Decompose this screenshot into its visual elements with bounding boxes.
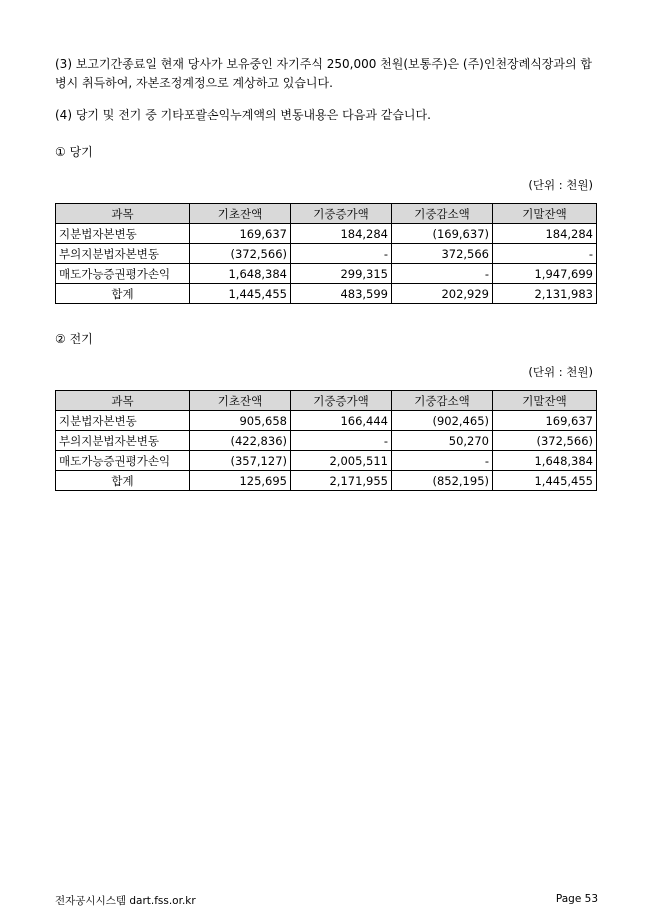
section-title-current: ① 당기 bbox=[55, 145, 93, 159]
cell-increase: 2,171,955 bbox=[291, 471, 392, 491]
cell-increase: 483,599 bbox=[291, 284, 392, 304]
section-title-prior: ② 전기 bbox=[55, 332, 93, 346]
table-row bbox=[56, 431, 597, 451]
cell-increase: 299,315 bbox=[291, 264, 392, 284]
cell-decrease: 50,270 bbox=[392, 431, 493, 451]
cell-closing: 1,648,384 bbox=[493, 451, 597, 471]
cell-decrease: - bbox=[392, 264, 493, 284]
header-closing: 기말잔액 bbox=[493, 391, 597, 411]
footer-page-number: Page 53 bbox=[555, 893, 598, 905]
header-opening: 기초잔액 bbox=[190, 204, 291, 224]
cell-decrease: 202,929 bbox=[392, 284, 493, 304]
cell-closing: 169,637 bbox=[493, 411, 597, 431]
row-label-total: 합계 bbox=[56, 284, 190, 304]
header-increase: 기중증가액 bbox=[291, 391, 392, 411]
cell-increase: 166,444 bbox=[291, 411, 392, 431]
footer-site: 전자공시시스템 dart.fss.or.kr bbox=[55, 895, 196, 907]
cell-opening: 905,658 bbox=[190, 411, 291, 431]
unit-label-current: (단위 : 천원) bbox=[528, 178, 593, 192]
table-row bbox=[56, 244, 597, 264]
header-opening: 기초잔액 bbox=[190, 391, 291, 411]
row-label: 부의지분법자본변동 bbox=[56, 431, 190, 451]
cell-opening: 125,695 bbox=[190, 471, 291, 491]
row-label-total: 합계 bbox=[56, 471, 190, 491]
row-label: 부의지분법자본변동 bbox=[56, 244, 190, 264]
cell-closing: (372,566) bbox=[493, 431, 597, 451]
cell-increase: 2,005,511 bbox=[291, 451, 392, 471]
table-row bbox=[56, 411, 597, 431]
header-account: 과목 bbox=[56, 204, 190, 224]
header-closing: 기말잔액 bbox=[493, 204, 597, 224]
cell-decrease: - bbox=[392, 451, 493, 471]
cell-closing: 1,947,699 bbox=[493, 264, 597, 284]
cell-opening: (422,836) bbox=[190, 431, 291, 451]
paragraph-treasury-stock: (3) 보고기간종료일 현재 당사가 보유중인 자기주식 250,000 천원(보통주)은 (주)인천장례식장과의 합병시 취득하여, 자본조정계정으로 계상하고 있습니다. bbox=[55, 57, 592, 90]
table-current-period bbox=[55, 203, 597, 304]
cell-opening: (357,127) bbox=[190, 451, 291, 471]
table-row bbox=[56, 264, 597, 284]
table-row bbox=[56, 451, 597, 471]
header-decrease: 기중감소액 bbox=[392, 391, 493, 411]
row-label: 매도가능증권평가손익 bbox=[56, 264, 190, 284]
header-account: 과목 bbox=[56, 391, 190, 411]
table-header-row bbox=[56, 391, 597, 411]
paragraph-oci-intro: (4) 당기 및 전기 중 기타포괄손익누계액의 변동내용은 다음과 같습니다. bbox=[55, 108, 431, 122]
cell-opening: 1,445,455 bbox=[190, 284, 291, 304]
cell-opening: (372,566) bbox=[190, 244, 291, 264]
table-total-row bbox=[56, 471, 597, 491]
row-label: 지분법자본변동 bbox=[56, 224, 190, 244]
cell-opening: 169,637 bbox=[190, 224, 291, 244]
cell-closing: 184,284 bbox=[493, 224, 597, 244]
row-label: 지분법자본변동 bbox=[56, 411, 190, 431]
row-label: 매도가능증권평가손익 bbox=[56, 451, 190, 471]
cell-closing: 2,131,983 bbox=[493, 284, 597, 304]
header-decrease: 기중감소액 bbox=[392, 204, 493, 224]
table-total-row bbox=[56, 284, 597, 304]
table-prior-period bbox=[55, 390, 597, 491]
cell-closing: 1,445,455 bbox=[493, 471, 597, 491]
cell-increase: - bbox=[291, 431, 392, 451]
table-header-row bbox=[56, 204, 597, 224]
cell-decrease: (902,465) bbox=[392, 411, 493, 431]
cell-increase: 184,284 bbox=[291, 224, 392, 244]
table-row bbox=[56, 224, 597, 244]
cell-increase: - bbox=[291, 244, 392, 264]
header-increase: 기중증가액 bbox=[291, 204, 392, 224]
cell-decrease: (169,637) bbox=[392, 224, 493, 244]
unit-label-prior: (단위 : 천원) bbox=[528, 365, 593, 379]
cell-opening: 1,648,384 bbox=[190, 264, 291, 284]
cell-decrease: 372,566 bbox=[392, 244, 493, 264]
cell-closing: - bbox=[493, 244, 597, 264]
cell-decrease: (852,195) bbox=[392, 471, 493, 491]
